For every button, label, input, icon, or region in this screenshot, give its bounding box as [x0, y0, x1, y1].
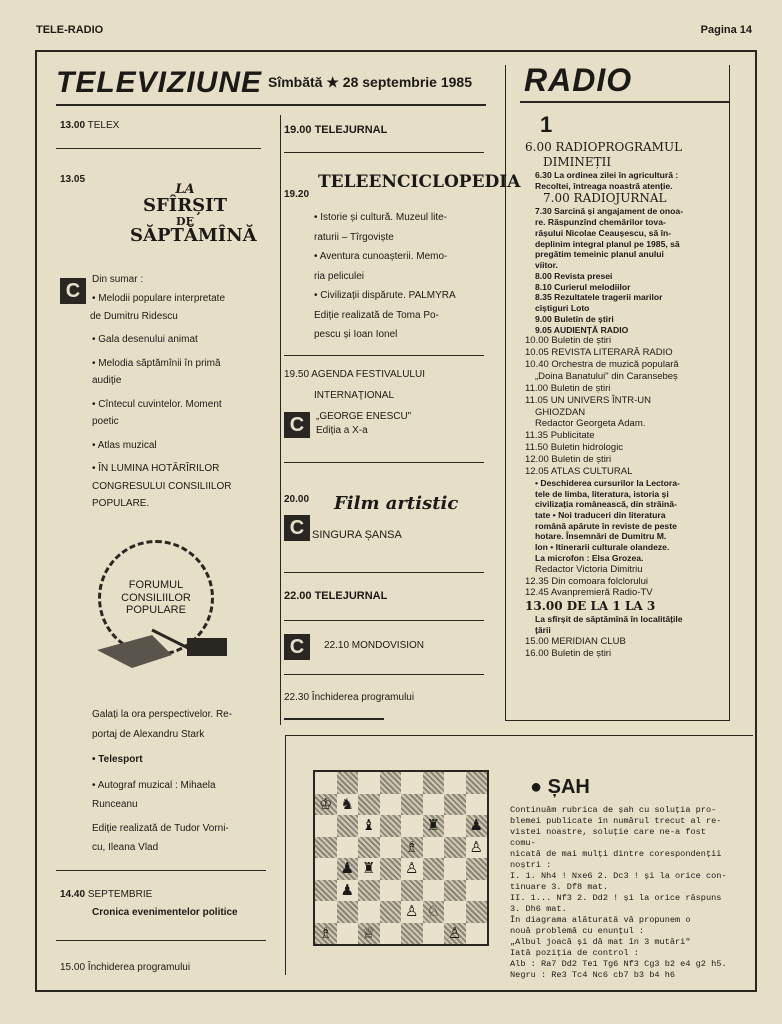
rule	[56, 940, 266, 941]
radio-line: tate • Noi traduceri din literatura	[535, 509, 666, 520]
film-time: 20.00	[284, 494, 310, 505]
chess-piece: ♗	[319, 924, 333, 942]
chess-text-line: Continuăm rubrica de șah cu soluția pro-	[510, 805, 717, 815]
chess-square	[423, 858, 445, 880]
rule	[56, 148, 261, 149]
chess-piece: ♘	[426, 903, 440, 921]
chess-square	[380, 815, 402, 837]
radio-line: tele de limba, literatura, istoria și	[535, 488, 669, 499]
sept-line: 14.40 SEPTEMBRIE	[60, 889, 153, 900]
chess-square	[401, 901, 423, 923]
rule	[284, 674, 484, 675]
radio-line: Redactor Georgeta Adam.	[535, 418, 646, 430]
chess-square	[423, 837, 445, 859]
chess-square	[380, 880, 402, 902]
sept-sub: Cronica evenimentelor politice	[92, 907, 238, 918]
chess-square	[315, 901, 337, 923]
radio-line: 11.00 Buletin de știri	[525, 382, 611, 394]
chess-square	[466, 880, 488, 902]
tvr-c-logo: C	[284, 634, 310, 660]
chess-square	[466, 858, 488, 880]
chess-square	[337, 858, 359, 880]
radio-line: 7.30 Sarcină și angajament de onoa-	[535, 206, 684, 217]
tvr-c-logo: C	[284, 515, 310, 541]
chess-square	[337, 880, 359, 902]
rule	[284, 462, 484, 463]
chess-square	[337, 923, 359, 945]
rule	[284, 572, 484, 573]
rule	[56, 870, 266, 871]
chess-square	[315, 880, 337, 902]
chess-square	[337, 901, 359, 923]
radio-line: 16.00 Buletin de știri	[525, 647, 612, 659]
chess-square	[423, 794, 445, 816]
tvr-c-logo: C	[60, 278, 86, 304]
radio-line: 6.00 RADIOPROGRAMUL	[525, 140, 683, 154]
chess-top-border	[285, 735, 753, 736]
chess-square	[423, 772, 445, 794]
telejurnal-1: 19.00 TELEJURNAL	[284, 124, 388, 136]
agenda: 19.50 AGENDA FESTIVALULUI INTERNAȚIONAL	[284, 369, 425, 401]
radio-line: rășului Nicolae Ceaușescu, să în-	[535, 227, 672, 238]
radio-line: La microfon : Elsa Grozea.	[535, 552, 644, 563]
chess-text-line: nicată de mai mulți dintre corespondenții	[510, 849, 722, 859]
col2-end: 22.30 Închiderea programului	[284, 692, 415, 703]
radio-line: 8.10 Curierul melodiilor	[535, 281, 631, 292]
chess-square	[423, 901, 445, 923]
chess-square	[401, 837, 423, 859]
radio-line: GHIOZDAN	[535, 406, 586, 418]
chess-square	[358, 837, 380, 859]
hand-flowers-illustration	[92, 610, 232, 670]
chess-piece: ♕	[362, 924, 376, 942]
radio-line: 9.00 Buletin de știri	[535, 313, 614, 324]
sfs-logo: LA SFÎRȘIT DE SĂPTĂMÎNĂ	[130, 182, 257, 247]
radio-line: 11.05 UN UNIVERS ÎNTR-UN	[525, 394, 651, 406]
chess-square	[401, 880, 423, 902]
tv-title-rule	[56, 104, 486, 106]
chess-piece: ♜	[426, 817, 440, 835]
chess-text-line: 3. Dh6 mat.	[510, 904, 567, 914]
radio-line: 15.00 MERIDIAN CLUB	[525, 635, 626, 647]
radio-line: 8.35 Rezultatele tragerii marilor	[535, 292, 663, 303]
chess-square	[380, 923, 402, 945]
chess-text-line: blemei publicate în numărul trecut al re-	[510, 816, 722, 826]
film-name: SINGURA ȘANSA	[312, 529, 402, 541]
chess-square	[401, 815, 423, 837]
chess-text-line: nouă problemă cu enunțul :	[510, 926, 645, 936]
radio-line: 11.50 Buletin hidrologic	[525, 442, 624, 454]
summary-head: Din sumar :	[92, 274, 144, 285]
chess-square	[466, 923, 488, 945]
chess-square	[358, 794, 380, 816]
chess-square	[466, 794, 488, 816]
radio-line: 10.40 Orchestra de muzică populară	[525, 359, 679, 371]
chess-text-line: Negru : Re3 Tc4 Nc6 cb7 b3 b4 h6	[510, 970, 676, 980]
chess-title: ● ȘAH	[530, 776, 590, 798]
chess-square	[423, 923, 445, 945]
radio-line: Ion • Itinerarii culturale olandeze.	[535, 542, 670, 553]
chess-square	[444, 772, 466, 794]
chess-text-line: Alb : Ra7 Dd2 Te1 Tg6 Nf3 Cg3 b2 e4 g2 h5.	[510, 959, 727, 969]
radio-line: țării	[535, 625, 551, 636]
telejurnal-2: 22.00 TELEJURNAL	[284, 590, 388, 602]
chess-square	[358, 923, 380, 945]
tv-radio-divider	[505, 65, 506, 720]
chess-square	[444, 880, 466, 902]
radio-line: Redactor Victoria Dimitriu	[535, 563, 643, 575]
chess-piece: ♗	[405, 838, 419, 856]
radio-bottom-border	[505, 720, 730, 721]
radio-line: „Doina Banatului" din Caransebeș	[535, 370, 678, 382]
chess-square	[315, 923, 337, 945]
chess-square	[401, 858, 423, 880]
radio-line: viitor.	[535, 260, 558, 271]
rule	[284, 152, 484, 153]
chess-square	[315, 858, 337, 880]
radio-line: deplinim integral planul pe 1985, să	[535, 238, 680, 249]
chess-square	[358, 901, 380, 923]
chess-piece: ♞	[340, 795, 354, 813]
radio-schedule	[525, 140, 735, 660]
telex-line: 13.00 TELEX	[60, 120, 120, 131]
tv-title: TELEVIZIUNE	[56, 66, 263, 99]
forum-emblem: FORUMUL CONSILIILOR POPULARE	[98, 540, 214, 656]
chess-piece: ♟	[340, 881, 354, 899]
chess-text-line: vistei noastre, soluție care ne-a fost comu-	[510, 827, 706, 848]
chess-piece: ♜	[362, 860, 376, 878]
chess-square	[444, 794, 466, 816]
chess-square	[401, 772, 423, 794]
chess-square	[423, 815, 445, 837]
radio-line: 12.00 Buletin de știri	[525, 454, 612, 466]
chess-square	[466, 772, 488, 794]
chess-square	[337, 815, 359, 837]
chess-square	[380, 772, 402, 794]
chess-text-line: tinuare 3. Df8 mat.	[510, 882, 608, 892]
tv-column-divider	[280, 115, 281, 725]
mondovision: 22.10 MONDOVISION	[324, 640, 425, 651]
enc-time: 19.20	[284, 189, 310, 200]
radio-line: DIMINEȚII	[543, 155, 612, 169]
chess-square	[444, 923, 466, 945]
chess-text	[510, 805, 735, 981]
chess-square	[380, 858, 402, 880]
radio-title-rule	[520, 101, 730, 103]
header-left: TELE-RADIO	[36, 24, 104, 36]
enc-title: TELEENCICLOPEDIA	[318, 172, 521, 192]
chess-diagram	[313, 770, 489, 946]
radio-line: 10.05 REVISTA LITERARĂ RADIO	[525, 347, 673, 359]
enescu: „GEORGE ENESCU" Ediția a X-a	[316, 411, 412, 436]
chess-text-line: „Albul joacă și dă mat în 3 mutări"	[510, 937, 691, 947]
radio-line: 6.30 La ordinea zilei în agricultură :	[535, 170, 679, 180]
chess-square	[380, 901, 402, 923]
radio-line: cîștiguri Loto	[535, 303, 590, 314]
tvr-c-logo: C	[284, 412, 310, 438]
radio-line: română apărute în reviste de peste	[535, 520, 677, 531]
radio-line: civilizația românească, din străină-	[535, 499, 677, 510]
chess-piece: ♙	[448, 924, 462, 942]
rule	[284, 718, 384, 720]
chess-square	[444, 901, 466, 923]
chess-square	[315, 772, 337, 794]
rule	[284, 620, 484, 621]
radio-line: re. Răspunzînd chemărilor tova-	[535, 217, 666, 228]
col1-more: Galați la ora perspectivelor. Re- portaj de Alexandru Stark • Telesport • Autograf muzical : Mihaela Runceanu Ediție realizată de Tudor Vorni- cu, Ileana Vlad	[92, 709, 233, 853]
enc-items: • Istorie și cultură. Muzeul lite- raturii – Tîrgoviște • Aventura cunoașterii. Memo- ria peliculei • Civilizații dispărute. PALMYRA Ediție realizată de Toma Po- pescu și Ioan Ionel	[314, 212, 456, 340]
chess-square	[380, 794, 402, 816]
radio-title: RADIO	[524, 62, 633, 98]
radio-program-number: 1	[540, 112, 553, 137]
chess-square	[444, 815, 466, 837]
chess-square	[466, 901, 488, 923]
sfs-time: 13.05	[60, 174, 86, 185]
chess-text-line: Iată poziția de control :	[510, 948, 639, 958]
chess-piece: ♙	[405, 903, 419, 921]
film-title: Film artistic	[334, 493, 459, 514]
chess-square	[401, 923, 423, 945]
col1-end: 15.00 Închiderea programului	[60, 962, 191, 973]
chess-piece: ♟	[340, 860, 354, 878]
radio-line: 13.00 DE LA 1 LA 3	[525, 599, 656, 614]
radio-line: 10.00 Buletin de știri	[525, 335, 612, 347]
chess-square	[358, 858, 380, 880]
radio-line: 12.05 ATLAS CULTURAL	[525, 465, 633, 477]
chess-left-border	[285, 735, 286, 975]
chess-square	[315, 815, 337, 837]
tv-date: Sîmbătă ★ 28 septembrie 1985	[268, 74, 472, 90]
chess-square	[401, 794, 423, 816]
chess-square	[337, 772, 359, 794]
chess-square	[315, 837, 337, 859]
chess-piece: ♙	[405, 860, 419, 878]
radio-line: La sfîrșit de săptămînă în localitățile	[535, 614, 683, 625]
radio-line: 12.35 Din comoara folclorului	[525, 575, 649, 587]
radio-line: pregătim temeinic planul anului	[535, 249, 664, 260]
chess-text-line: noștri :	[510, 860, 552, 870]
radio-line: 12.45 Avanpremieră Radio-TV	[525, 587, 653, 599]
chess-piece: ♙	[469, 838, 483, 856]
chess-square	[466, 837, 488, 859]
chess-square	[466, 815, 488, 837]
radio-line: • Deschiderea cursurilor la Lectora-	[535, 477, 680, 488]
chess-square	[380, 837, 402, 859]
chess-square	[444, 858, 466, 880]
radio-line: 7.00 RADIOJURNAL	[543, 191, 667, 206]
chess-square	[444, 837, 466, 859]
rule	[284, 355, 484, 356]
chess-square	[423, 880, 445, 902]
chess-square	[358, 815, 380, 837]
chess-square	[358, 772, 380, 794]
chess-text-line: În diagrama alăturată vă propunem o	[510, 915, 691, 925]
summary-list: • Melodii populare interpretate de Dumitru Ridescu • Gala desenului animat • Melodia săptămînii în primă audiție • Cîntecul cuvintelor. Moment poetic • Atlas muzical • ÎN LUMINA HOTĂRÎRILOR CONGRESULUI CONSILIILOR POPULARE.	[90, 293, 232, 509]
chess-square	[315, 794, 337, 816]
chess-text-line: I. 1. Nh4 ! Nxe6 2. Dc3 ! și la orice con-	[510, 871, 727, 881]
radio-line: 11.35 Publicitate	[525, 430, 595, 442]
page-number: Pagina 14	[700, 24, 752, 36]
radio-line: 9.05 AUDIENȚĂ RADIO	[535, 324, 629, 335]
radio-line: 8.00 Revista presei	[535, 270, 613, 281]
radio-line: Recoltei, întreaga noastră atenție.	[535, 180, 673, 191]
chess-square	[337, 794, 359, 816]
chess-text-line: II. 1... Nf3 2. Dd2 ! și la orice răspuns	[510, 893, 722, 903]
radio-line: hotare. Însemnări de Dumitru M.	[535, 531, 667, 542]
chess-square	[337, 837, 359, 859]
chess-piece: ♝	[362, 817, 376, 835]
chess-piece: ♔	[319, 795, 333, 813]
chess-square	[358, 880, 380, 902]
chess-piece: ♟	[469, 817, 483, 835]
